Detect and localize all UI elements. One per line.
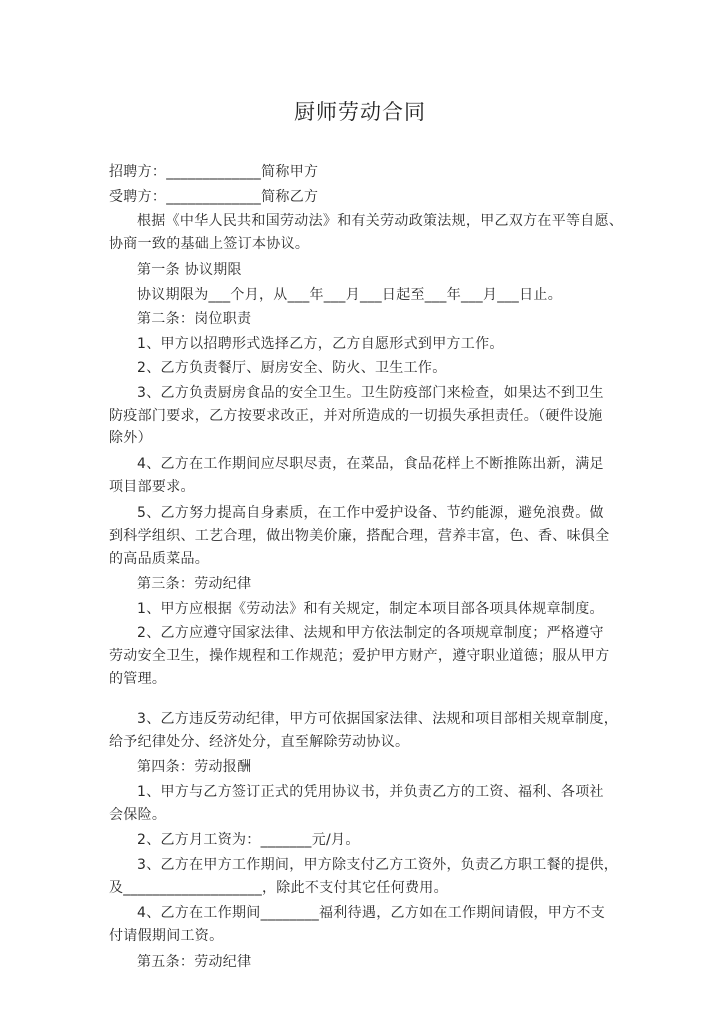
section-3-item-2-line-1: 2、乙方应遵守国家法律、法规和甲方依法制定的各项规章制度；严格遵守: [137, 625, 604, 641]
section-4-heading: 第四条：劳动报酬: [137, 759, 252, 775]
section-2-item-5-line-1: 5、乙方努力提高自身素质，在工作中爱护设备、节约能源，避免浪费。做: [137, 505, 604, 521]
section-4-item-1-line-2: 会保险。: [109, 807, 167, 823]
section-2-item-3-line-3: 除外）: [109, 430, 152, 446]
document-title: 厨师劳动合同: [294, 100, 426, 124]
section-4-item-2: 2、乙方月工资为：_______元/月。: [137, 832, 360, 848]
section-3-item-3-line-1: 3、乙方违反劳动纪律，甲方可依据国家法律、法规和项目部相关规章制度，: [137, 711, 619, 727]
section-4-item-4-line-2: 付请假期间工资。: [109, 928, 224, 944]
employee-line: 受聘方：_____________简称乙方: [109, 189, 319, 205]
preamble-line-1: 根据《中华人民共和国劳动法》和有关劳动政策法规，甲乙双方在平等自愿、: [137, 213, 624, 229]
section-2-item-2: 2、乙方负责餐厅、厨房安全、防火、卫生工作。: [137, 360, 447, 376]
section-4-item-4-line-1: 4、乙方在工作期间________福利待遇，乙方如在工作期间请假，甲方不支: [137, 905, 606, 921]
section-3-heading: 第三条：劳动纪律: [137, 576, 252, 592]
section-4-item-3-line-2: 及___________________，除此不支付其它任何费用。: [109, 880, 448, 896]
section-4-item-3-line-1: 3、乙方在甲方工作期间，甲方除支付乙方工资外，负责乙方职工餐的提供，: [137, 857, 619, 873]
section-2-item-5-line-3: 的高品质菜品。: [109, 551, 210, 567]
section-2-item-5-line-2: 到科学组织、工艺合理，做出物美价廉，搭配合理，营养丰富，色、香、味俱全: [109, 528, 610, 544]
section-2-item-4-line-2: 项目部要求。: [109, 479, 195, 495]
section-5-heading: 第五条：劳动纪律: [137, 954, 252, 970]
section-1-item-1: 协议期限为___个月，从___年___月___日起至___年___月___日止。: [137, 287, 562, 303]
section-4-item-1-line-1: 1、甲方与乙方签订正式的凭用协议书，并负责乙方的工资、福利、各项社: [137, 784, 604, 800]
section-2-item-3-line-2: 防疫部门要求，乙方按要求改正，并对所造成的一切损失承担责任。（硬件设施: [109, 408, 603, 424]
section-3-item-1: 1、甲方应根据《劳动法》和有关规定，制定本项目部各项具体规章制度。: [137, 601, 604, 617]
section-2-item-1: 1、甲方以招聘形式选择乙方，乙方自愿形式到甲方工作。: [137, 336, 504, 352]
section-3-item-2-line-3: 的管理。: [109, 671, 167, 687]
section-3-item-2-line-2: 劳动安全卫生，操作规程和工作规范；爱护甲方财产，遵守职业道德；服从甲方: [109, 648, 610, 664]
employer-line: 招聘方：_____________简称甲方: [109, 164, 319, 180]
section-2-item-4-line-1: 4、乙方在工作期间应尽职尽责，在菜品，食品花样上不断推陈出新，满足: [137, 456, 604, 472]
section-2-heading: 第二条：岗位职责: [137, 311, 252, 327]
section-1-heading: 第一条 协议期限: [137, 262, 242, 278]
section-3-item-3-line-2: 给予纪律处分、经济处分，直至解除劳动协议。: [109, 734, 410, 750]
section-2-item-3-line-1: 3、乙方负责厨房食品的安全卫生。卫生防疫部门来检查，如果达不到卫生: [137, 385, 604, 401]
preamble-line-2: 协商一致的基础上签订本协议。: [109, 236, 310, 252]
